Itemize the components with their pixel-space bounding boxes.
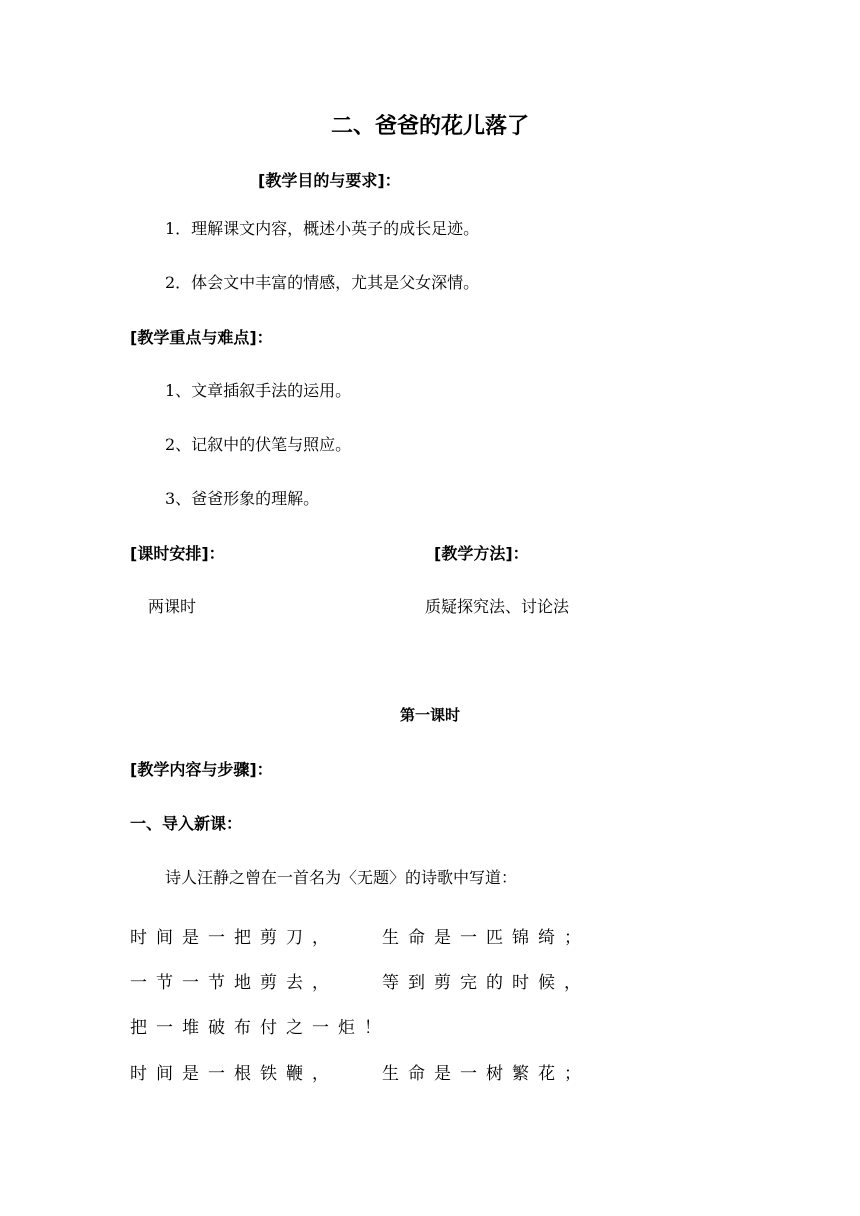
methods-value: 质疑探究法、讨论法 bbox=[425, 597, 570, 616]
key-point-item: 1、文章插叙手法的运用。 bbox=[165, 381, 352, 400]
poem-line: 把一堆破布付之一炬！ bbox=[130, 1018, 390, 1038]
poem-line: 一节一节地剪去， bbox=[130, 973, 338, 993]
poem-line: 生命是一树繁花； bbox=[382, 1064, 590, 1084]
objective-item: 2．体会文中丰富的情感，尤其是父女深情。 bbox=[165, 273, 480, 292]
poem-line: 时间是一根铁鞭， bbox=[130, 1064, 338, 1084]
objective-item: 1．理解课文内容，概述小英子的成长足迹。 bbox=[165, 219, 480, 238]
section-heading: 一、导入新课： bbox=[130, 814, 243, 833]
poem-line: 等到剪完的时候， bbox=[382, 973, 590, 993]
methods-heading: [教学方法]： bbox=[434, 544, 529, 563]
poem-line: 生命是一匹锦绮； bbox=[382, 928, 590, 948]
lesson-title: 第一课时 bbox=[399, 706, 460, 724]
key-point-item: 2、记叙中的伏笔与照应。 bbox=[165, 435, 352, 454]
key-points-heading: [教学重点与难点]： bbox=[130, 328, 273, 347]
content-steps-heading: [教学内容与步骤]： bbox=[130, 760, 273, 779]
schedule-heading: [课时安排]： bbox=[130, 544, 225, 563]
poem-line: 时间是一把剪刀， bbox=[130, 928, 338, 948]
objectives-heading: [教学目的与要求]： bbox=[258, 171, 401, 190]
schedule-value: 两课时 bbox=[148, 597, 197, 616]
intro-paragraph: 诗人汪静之曾在一首名为〈无题〉的诗歌中写道： bbox=[165, 868, 518, 887]
document-title: 二、爸爸的花儿落了 bbox=[330, 114, 529, 139]
key-point-item: 3、爸爸形象的理解。 bbox=[165, 489, 320, 508]
